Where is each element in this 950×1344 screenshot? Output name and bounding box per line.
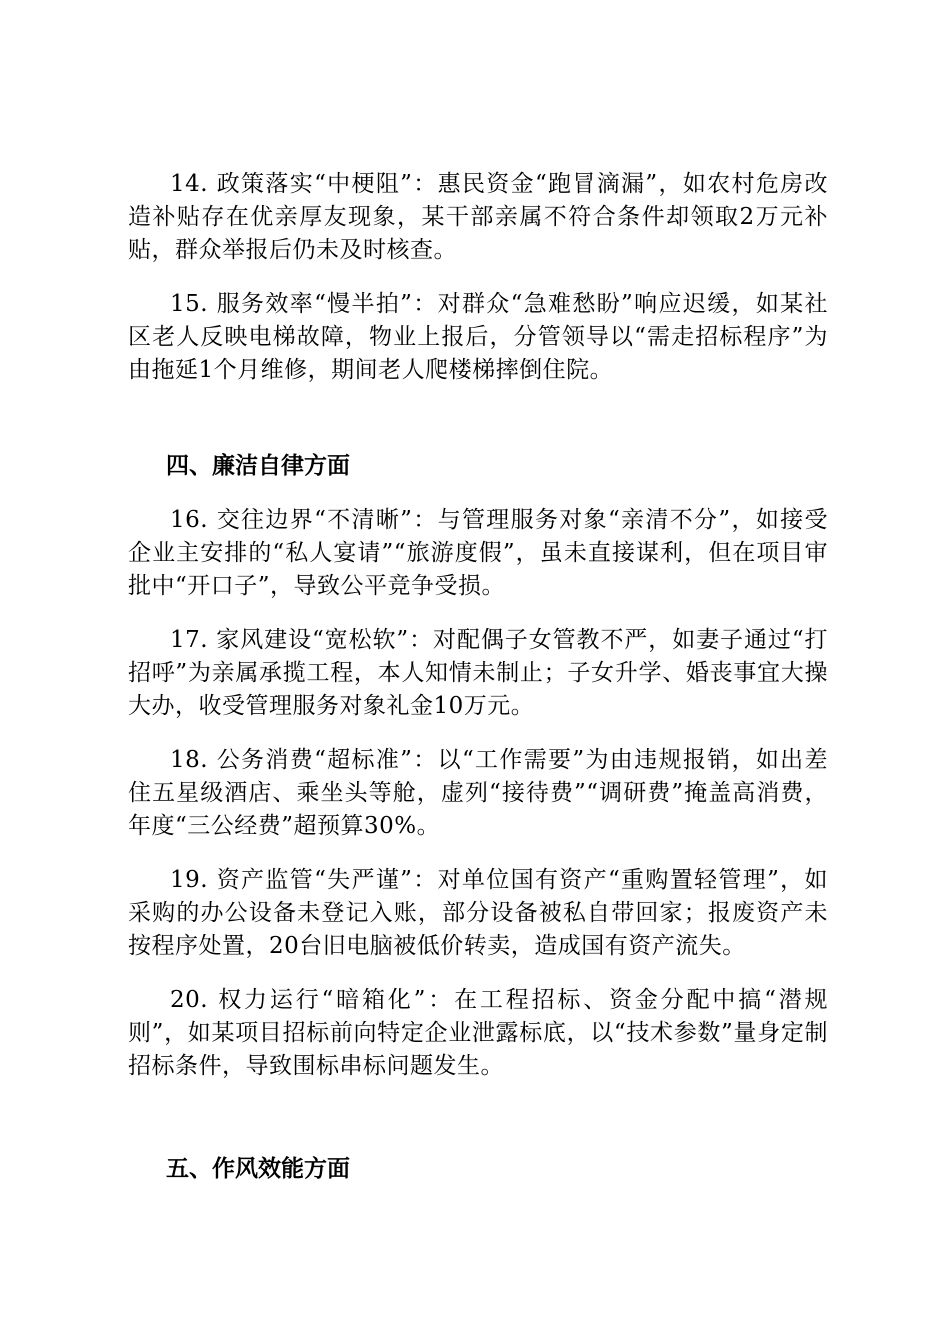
- paragraph-16: 16. 交往边界“不清晰”：与管理服务对象“亲清不分”，如接受企业主安排的“私人宴请”“旅游度假”，虽未直接谋利，但在项目审批中“开口子”，导致公平竞争受损。: [128, 507, 828, 599]
- paragraph-20: 20. 权力运行“暗箱化”：在工程招标、资金分配中搞“潜规则”，如某项目招标前向特定企业泄露标底，以“技术参数”量身定制招标条件，导致围标串标问题发生。: [128, 987, 828, 1079]
- paragraph-14: 14. 政策落实“中梗阻”：惠民资金“跑冒滴漏”，如农村危房改造补贴存在优亲厚友现象，某干部亲属不符合条件却领取2万元补贴，群众举报后仍未及时核查。: [128, 171, 828, 263]
- paragraph-15: 15. 服务效率“慢半拍”：对群众“急难愁盼”响应迟缓，如某社区老人反映电梯故障，物业上报后，分管领导以“需走招标程序”为由拖延1个月维修，期间老人爬楼梯摔倒住院。: [128, 291, 828, 383]
- paragraph-18: 18. 公务消费“超标准”：以“工作需要”为由违规报销，如出差住五星级酒店、乘坐头等舱，虚列“接待费”“调研费”掩盖高消费，年度“三公经费”超预算30%。: [128, 747, 828, 839]
- document-page: [128, 168, 828, 1207]
- section-heading-4: 四、廉洁自律方面: [166, 453, 350, 479]
- paragraph-19: 19. 资产监管“失严谨”：对单位国有资产“重购置轻管理”，如采购的办公设备未登记入账，部分设备被私自带回家；报废资产未按程序处置，20台旧电脑被低价转卖，造成国有资产流失。: [128, 867, 828, 959]
- section-heading-5: 五、作风效能方面: [166, 1156, 350, 1182]
- paragraph-17: 17. 家风建设“宽松软”：对配偶子女管教不严，如妻子通过“打招呼”为亲属承揽工程，本人知情未制止；子女升学、婚丧事宜大操大办，收受管理服务对象礼金10万元。: [128, 627, 828, 719]
